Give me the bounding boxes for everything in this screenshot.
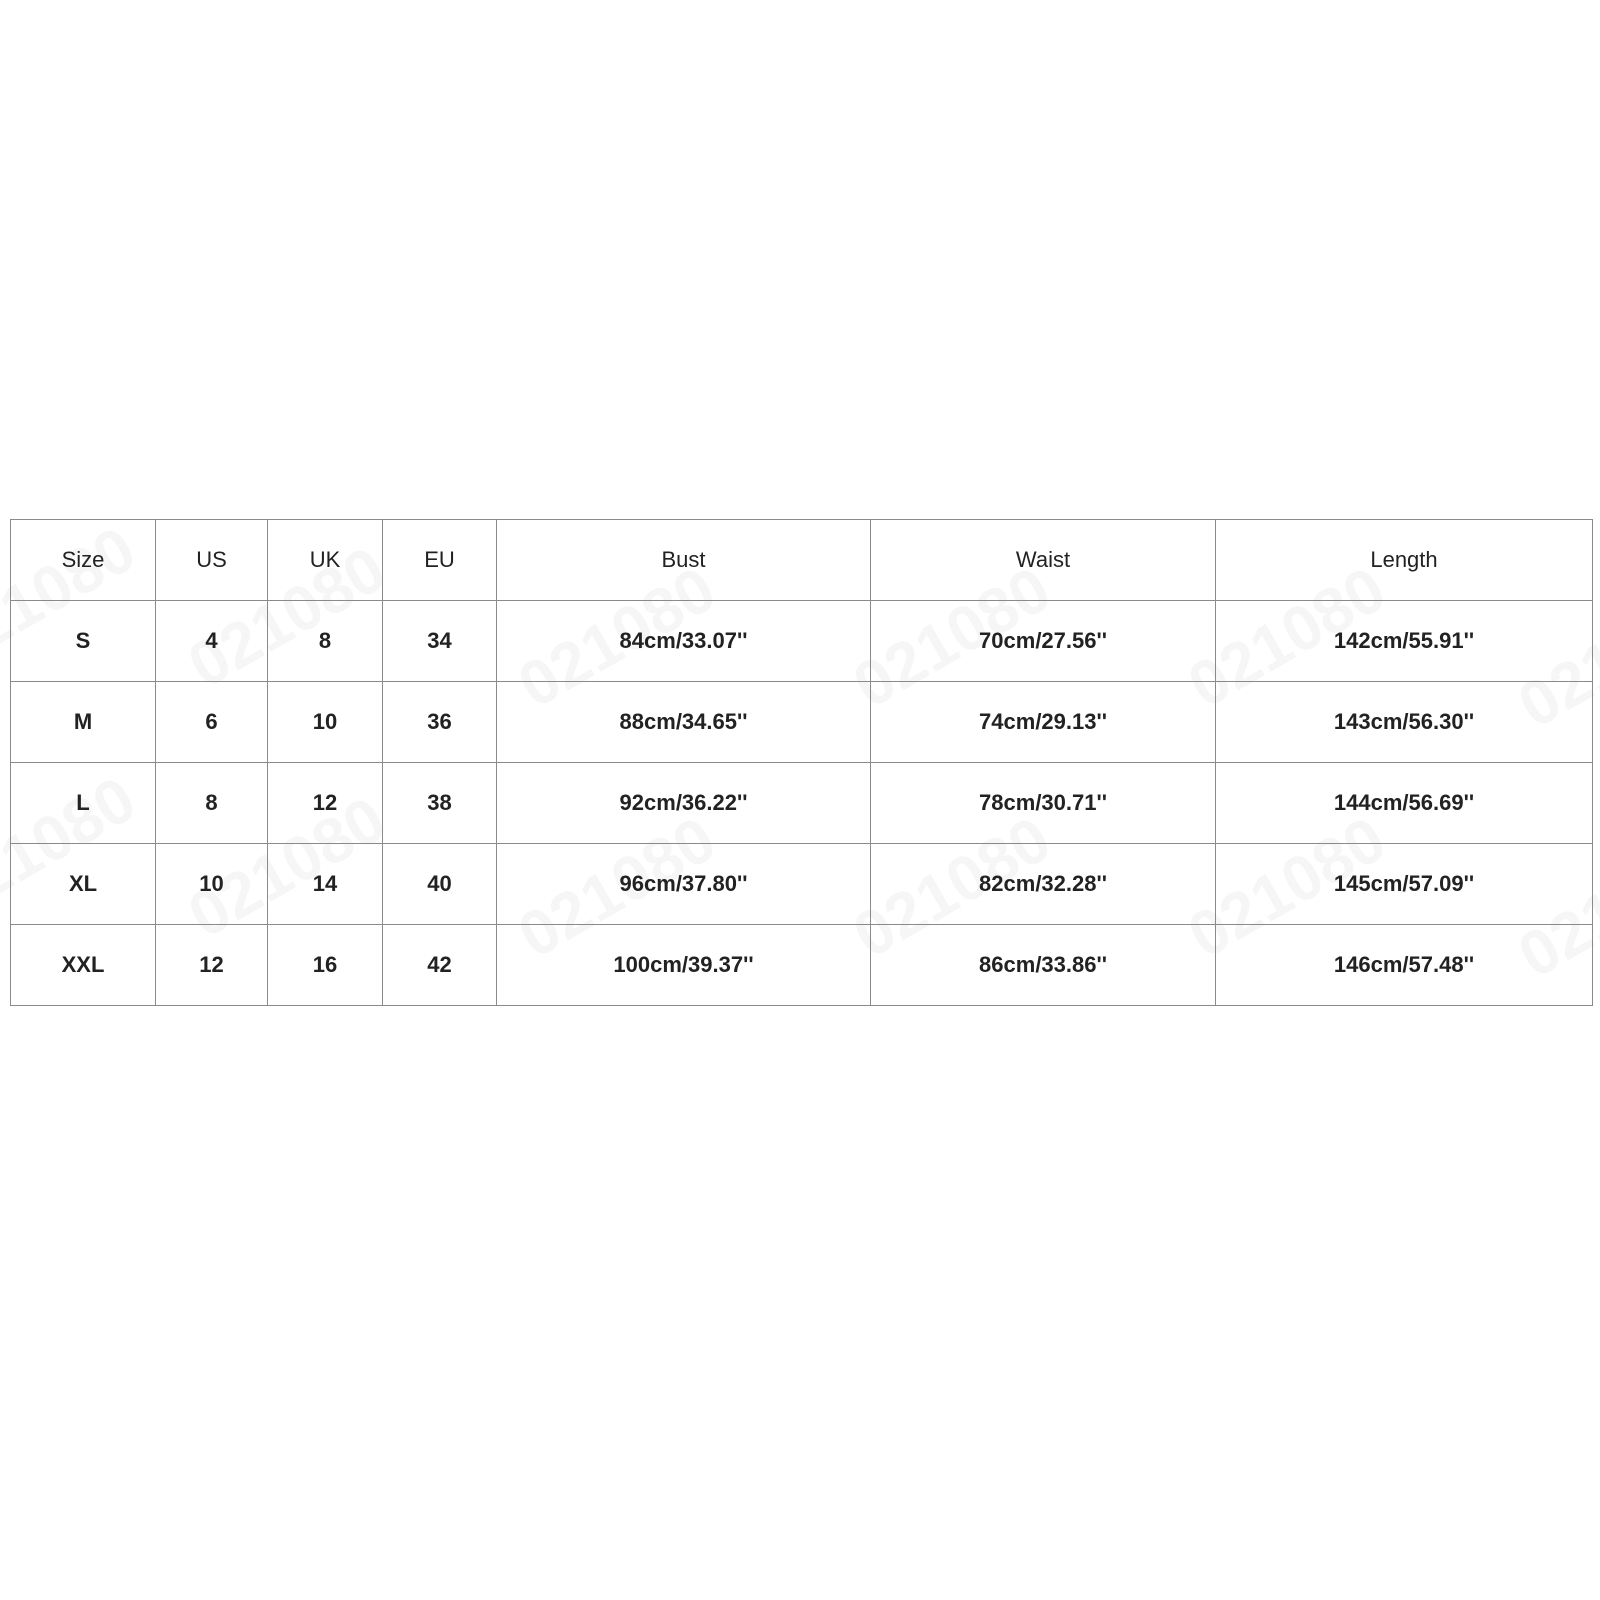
table-cell-waist: 86cm/33.86'': [871, 925, 1216, 1006]
table-row: [11, 682, 1593, 763]
table-cell-uk: 16: [268, 925, 383, 1006]
table-row: [11, 844, 1593, 925]
table-cell-us: 4: [156, 601, 268, 682]
column-header-us: US: [156, 520, 268, 601]
table-cell-us: 6: [156, 682, 268, 763]
table-cell-size: S: [11, 601, 156, 682]
table-cell-eu: 36: [383, 682, 497, 763]
table-cell-us: 10: [156, 844, 268, 925]
table-cell-length: 142cm/55.91'': [1216, 601, 1593, 682]
table-header-row: [11, 520, 1593, 601]
column-header-length: Length: [1216, 520, 1593, 601]
table-cell-size: XXL: [11, 925, 156, 1006]
table-cell-uk: 10: [268, 682, 383, 763]
table-cell-uk: 12: [268, 763, 383, 844]
table-row: [11, 925, 1593, 1006]
table-cell-eu: 34: [383, 601, 497, 682]
table-row: [11, 601, 1593, 682]
table-cell-eu: 40: [383, 844, 497, 925]
table-cell-eu: 38: [383, 763, 497, 844]
column-header-size: Size: [11, 520, 156, 601]
table-cell-length: 145cm/57.09'': [1216, 844, 1593, 925]
table-cell-size: M: [11, 682, 156, 763]
table-cell-uk: 8: [268, 601, 383, 682]
column-header-uk: UK: [268, 520, 383, 601]
table-cell-bust: 88cm/34.65'': [497, 682, 871, 763]
table-cell-eu: 42: [383, 925, 497, 1006]
table-cell-us: 8: [156, 763, 268, 844]
table-cell-length: 143cm/56.30'': [1216, 682, 1593, 763]
table-cell-length: 144cm/56.69'': [1216, 763, 1593, 844]
table-cell-bust: 100cm/39.37'': [497, 925, 871, 1006]
column-header-waist: Waist: [871, 520, 1216, 601]
table-cell-bust: 92cm/36.22'': [497, 763, 871, 844]
column-header-bust: Bust: [497, 520, 871, 601]
table-cell-bust: 84cm/33.07'': [497, 601, 871, 682]
table-cell-uk: 14: [268, 844, 383, 925]
size-chart-table: [10, 519, 1593, 1006]
table-cell-waist: 70cm/27.56'': [871, 601, 1216, 682]
table-cell-waist: 74cm/29.13'': [871, 682, 1216, 763]
table-cell-size: XL: [11, 844, 156, 925]
table-cell-length: 146cm/57.48'': [1216, 925, 1593, 1006]
column-header-eu: EU: [383, 520, 497, 601]
table-row: [11, 763, 1593, 844]
table-body: [11, 601, 1593, 1006]
table-cell-bust: 96cm/37.80'': [497, 844, 871, 925]
table-cell-waist: 82cm/32.28'': [871, 844, 1216, 925]
table-cell-us: 12: [156, 925, 268, 1006]
table-cell-waist: 78cm/30.71'': [871, 763, 1216, 844]
table-cell-size: L: [11, 763, 156, 844]
